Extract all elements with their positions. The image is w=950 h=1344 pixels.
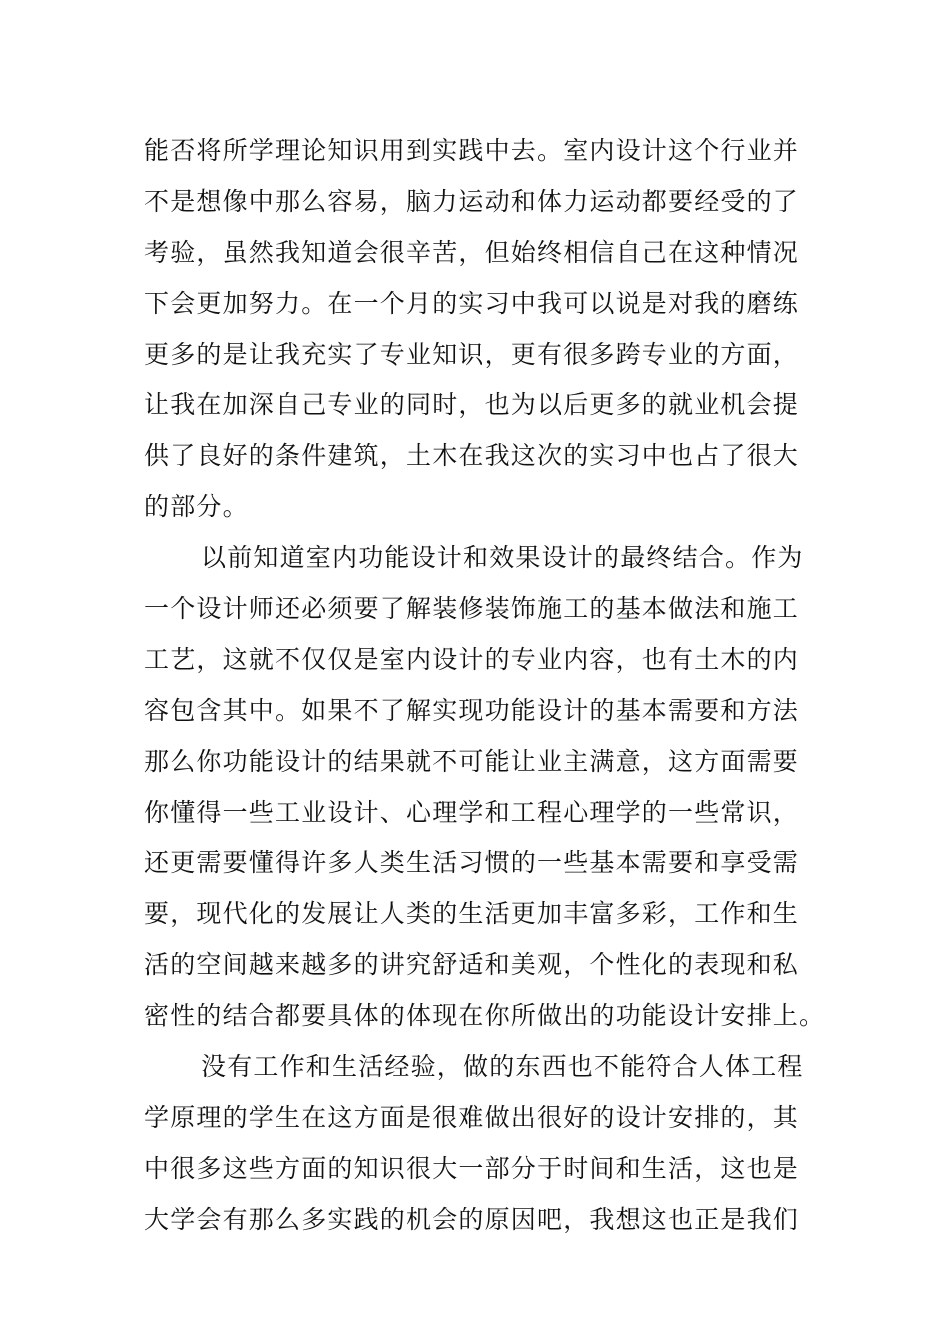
text-line: 的部分。 (144, 492, 249, 522)
text-line: 要，现代化的发展让人类的生活更加丰富多彩，工作和生 (144, 899, 800, 929)
text-line: 那么你功能设计的结果就不可能让业主满意，这方面需要 (144, 746, 800, 776)
text-line: 学原理的学生在这方面是很难做出很好的设计安排的，其 (144, 1102, 800, 1132)
text-line: 能否将所学理论知识用到实践中去。室内设计这个行业并 (144, 136, 800, 165)
paragraph-2 (144, 533, 826, 1042)
text-line: 以前知道室内功能设计和效果设计的最终结合。作为 (201, 543, 804, 573)
text-line: 容包含其中。如果不了解实现功能设计的基本需要和方法 (144, 695, 800, 725)
body-text (144, 126, 826, 1246)
text-line: 还更需要懂得许多人类生活习惯的一些基本需要和享受需 (144, 848, 800, 878)
text-line: 你懂得一些工业设计、心理学和工程心理学的一些常识， (144, 797, 800, 827)
text-line: 工艺，这就不仅仅是室内设计的专业内容，也有土木的内 (144, 644, 800, 674)
paragraph-1 (144, 126, 806, 533)
text-line: 供了良好的条件建筑，土木在我这次的实习中也占了很大 (144, 441, 800, 471)
text-line: 下会更加努力。在一个月的实习中我可以说是对我的磨练 (144, 288, 800, 318)
text-line: 密性的结合都要具体的体现在你所做出的功能设计安排上。 (144, 1001, 826, 1031)
paragraph-3 (144, 1042, 806, 1246)
text-line: 中很多这些方面的知识很大一部分于时间和生活，这也是 (144, 1153, 800, 1183)
text-line: 考验，虽然我知道会很辛苦，但始终相信自己在这种情况 (144, 237, 800, 267)
text-line: 让我在加深自己专业的同时，也为以后更多的就业机会提 (144, 390, 800, 420)
text-line: 一个设计师还必须要了解装修装饰施工的基本做法和施工 (144, 594, 800, 624)
text-line: 更多的是让我充实了专业知识，更有很多跨专业的方面， (144, 339, 800, 369)
text-line: 不是想像中那么容易，脑力运动和体力运动都要经受的了 (144, 186, 800, 216)
text-line: 活的空间越来越多的讲究舒适和美观，个性化的表现和私 (144, 950, 800, 980)
text-line: 大学会有那么多实践的机会的原因吧，我想这也正是我们 (144, 1204, 800, 1234)
text-line: 没有工作和生活经验，做的东西也不能符合人体工程 (201, 1052, 804, 1082)
